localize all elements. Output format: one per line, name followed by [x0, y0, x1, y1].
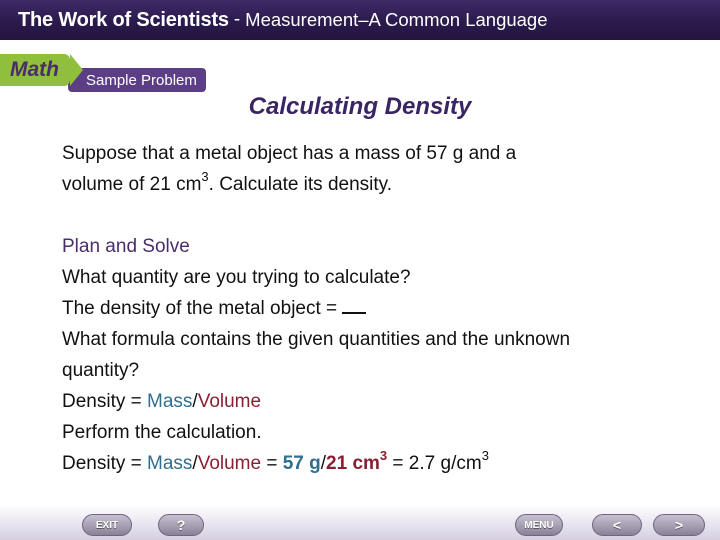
formula-slash: / — [192, 391, 198, 412]
formula-volume: Volume — [197, 391, 262, 412]
section-title: Measurement–A Common Language — [245, 9, 548, 30]
answer-blank — [342, 296, 366, 314]
calc-slash: / — [192, 453, 198, 474]
previous-button[interactable] — [592, 514, 642, 536]
calc-volume-value: 21 cm — [326, 453, 380, 474]
navigation-bar — [0, 505, 720, 540]
calc-result: = 2.7 g/cm — [387, 453, 482, 474]
title-bar — [0, 0, 720, 40]
next-button[interactable] — [653, 514, 705, 536]
problem-line-2-end: . Calculate its density. — [208, 174, 393, 195]
sample-problem-tab — [68, 68, 206, 92]
question-2-line-1: What formula contains the given quantities and the unknown — [62, 329, 571, 350]
exit-button[interactable]: EXIT — [82, 514, 132, 536]
feature-tabs — [0, 48, 210, 92]
formula-lhs: Density = — [62, 391, 148, 412]
problem-line-2: volume of 21 cm — [62, 174, 202, 195]
calc-mass-value: 57 g — [282, 453, 321, 474]
question-2 — [62, 324, 662, 386]
plan-and-solve-label: Plan and Solve — [62, 236, 190, 257]
chevron-left-icon: < — [612, 517, 622, 533]
problem-statement — [62, 138, 662, 200]
chevron-right-icon: > — [674, 517, 684, 533]
chapter-title: The Work of Scientists — [18, 8, 229, 31]
calc-result-exponent: 3 — [481, 447, 489, 463]
density-formula — [62, 386, 662, 417]
calc-volume-exponent: 3 — [379, 447, 388, 463]
math-label: Math — [10, 58, 59, 81]
question-1: What quantity are you trying to calculate? — [62, 267, 411, 288]
menu-button[interactable]: MENU — [515, 514, 563, 536]
title-separator: - — [233, 9, 241, 30]
calc-lhs: Density = — [62, 453, 148, 474]
cubic-exponent: 3 — [201, 168, 209, 184]
formula-mass: Mass — [147, 391, 193, 412]
calc-slash-2: / — [320, 453, 327, 474]
question-2-line-2: quantity? — [62, 360, 140, 381]
calculation — [62, 448, 662, 479]
question-3: Perform the calculation. — [62, 422, 262, 443]
calc-volume: Volume — [197, 453, 262, 474]
sample-problem-label: Sample Problem — [86, 71, 197, 89]
page-heading: Calculating Density — [248, 93, 472, 120]
math-tab — [0, 54, 70, 86]
problem-line-1: Suppose that a metal object has a mass of 57 g and a — [62, 143, 517, 164]
help-button[interactable]: ? — [158, 514, 204, 536]
answer-1-text: The density of the metal object = — [62, 298, 338, 319]
answer-1 — [62, 293, 662, 324]
calc-equals-1: = — [261, 453, 283, 474]
calc-mass: Mass — [147, 453, 193, 474]
problem-content — [62, 138, 662, 479]
